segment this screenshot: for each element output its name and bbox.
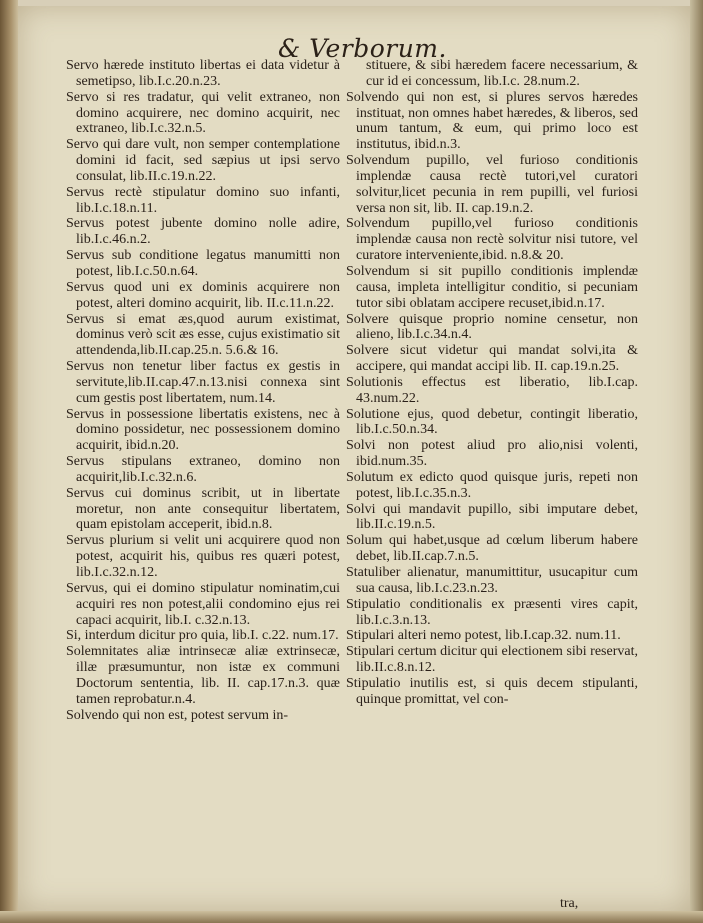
index-entry: Servus in possessione libertatis existens, nec à domino possidetur, nec possessionem domino acquirit, ibid.n.20.: [66, 406, 340, 454]
index-entry: Solvendum pupillo,vel furioso conditionis implendæ causa non rectè solvitur nisi tutore, vel curatore interveniente,ibid. n.8.& 20.: [346, 216, 638, 264]
index-entry: Servus si emat æs,quod aurum existimat, dominus verò scit æs esse, cujus existimatio sit attendenda,lib.II.cap.25.n. 5.6.& 16.: [66, 311, 340, 359]
index-entry: Servus potest jubente domino nolle adire, lib.I.c.46.n.2.: [66, 216, 340, 248]
index-entry-continuation: stituere, & sibi hæredem facere necessarium, & cur id ei concessum, lib.I.c. 28.num.2.: [366, 58, 638, 89]
index-entry: Solvendum si sit pupillo conditionis implendæ causa, impleta intelligitur conditio, si pecuniam tutor sibi oblatam accipere recuset,ibid.n.17.: [346, 263, 638, 311]
index-entry: Solvendo qui non est, potest servum in-: [66, 707, 289, 723]
page-edge-right: [690, 0, 703, 923]
index-entry: Servus, qui ei domino stipulatur nominatim,cui acquiri res non potest,alii condomino ejus rei capaci acquirit, lib.I. c.32.n.13.: [66, 580, 340, 628]
index-entry: Solum qui habet,usque ad cœlum liberum habere debet, lib.II.cap.7.n.5.: [346, 533, 638, 565]
index-entry: Servus rectè stipulatur domino suo infanti, lib.I.c.18.n.11.: [66, 184, 340, 216]
index-entry: Solvendo qui non est, si plures servos hæredes instituat, non omnes habet hæredes, & liberos, sed unum tantum, & eum, qui primo loco est institutus, ibid.n.3.: [346, 89, 638, 153]
page-edge-bottom: [0, 911, 703, 923]
catchword: tra,: [560, 896, 579, 911]
index-entry: Solutione ejus, quod debetur, contingit liberatio, lib.I.c.50.n.34.: [346, 406, 638, 438]
index-entry: Solutum ex edicto quod quisque juris, repeti non potest, lib.I.c.35.n.3.: [346, 469, 638, 501]
running-header: & Verborum.: [278, 34, 447, 63]
index-entry: Servus quod uni ex dominis acquirere non potest, alteri domino acquirit, lib. II.c.11.n.22.: [66, 279, 340, 311]
index-column-left: [64, 58, 340, 723]
book-binding: [0, 0, 18, 923]
index-entry: Stipulari alteri nemo potest, lib.I.cap.32. num.11.: [346, 628, 621, 644]
index-column-right: [344, 58, 638, 708]
index-entry: Servo si res tradatur, qui velit extraneo, non domino acquirere, nec domino acquirit, nec extraneo, lib.I.c.32.n.5.: [66, 89, 340, 137]
index-entry: Solvere quisque proprio nomine censetur, non alieno, lib.I.c.34.n.4.: [346, 311, 638, 343]
index-entry: Servo qui dare vult, non semper contemplatione domini id facit, sed sæpius ut ipsi servo consulat, lib.II.c.19.n.22.: [66, 137, 340, 184]
index-entry: Stipulatio conditionalis ex præsenti vires capit, lib.I.c.3.n.13.: [346, 596, 638, 628]
index-entry: Solvendum pupillo, vel furioso conditionis implendæ causa rectè tutori,vel curatori solvitur,licet pecunia in rem pupilli, vel furiosi versa non sit, lib. II. cap.19.n.2.: [346, 153, 638, 216]
index-entry: Servus plurium si velit uni acquirere quod non potest, acquirit his, quibus res quæri potest, lib.I.c.32.n.12.: [66, 533, 340, 580]
index-entry: Solutionis effectus est liberatio, lib.I.cap. 43.num.22.: [346, 374, 638, 406]
index-entry: Servus cui dominus scribit, ut in libertate moretur, non ante consequitur libertatem, quam epistolam acceperit, ibid.n.8.: [66, 485, 340, 533]
index-entry: Solvi qui mandavit pupillo, sibi imputare debet, lib.II.c.19.n.5.: [346, 501, 638, 533]
index-entry: Servo hærede instituto libertas ei data videtur à semetipso, lib.I.c.20.n.23.: [66, 58, 340, 89]
index-entry: Solvi non potest aliud pro alio,nisi volenti, ibid.num.35.: [346, 438, 638, 470]
index-entry: Servus sub conditione legatus manumitti non potest, lib.I.c.50.n.64.: [66, 248, 340, 279]
index-entry: Stipulatio inutilis est, si quis decem stipulanti, quinque promittat, vel con-: [346, 675, 638, 707]
index-entry: Servus non tenetur liber factus ex gestis in servitute,lib.II.cap.47.n.13.nisi connexa sint cum gestis post libertatem, num.14.: [66, 359, 340, 406]
index-entry: Solemnitates aliæ intrinsecæ aliæ extrinsecæ, illæ præsumuntur, non istæ ex communi Doctorum sententia, lib. II. cap.17.n.3. quæ tamen reprobatur.n.4.: [66, 644, 340, 707]
index-entry: Servus stipulans extraneo, domino non acquirit,lib.I.c.32.n.6.: [66, 454, 340, 485]
index-entry: Statuliber alienatur, manumittitur, usucapitur cum sua causa, lib.I.c.23.n.23.: [346, 565, 638, 596]
index-entry: Si, interdum dicitur pro quia, lib.I. c.22. num.17.: [66, 628, 339, 644]
index-entry: Solvere sicut videtur qui mandat solvi,ita & accipere, qui mandat accipi lib. II. cap.19.n.25.: [346, 343, 638, 375]
index-entry: Stipulari certum dicitur qui electionem sibi reservat, lib.II.c.8.n.12.: [346, 644, 638, 676]
